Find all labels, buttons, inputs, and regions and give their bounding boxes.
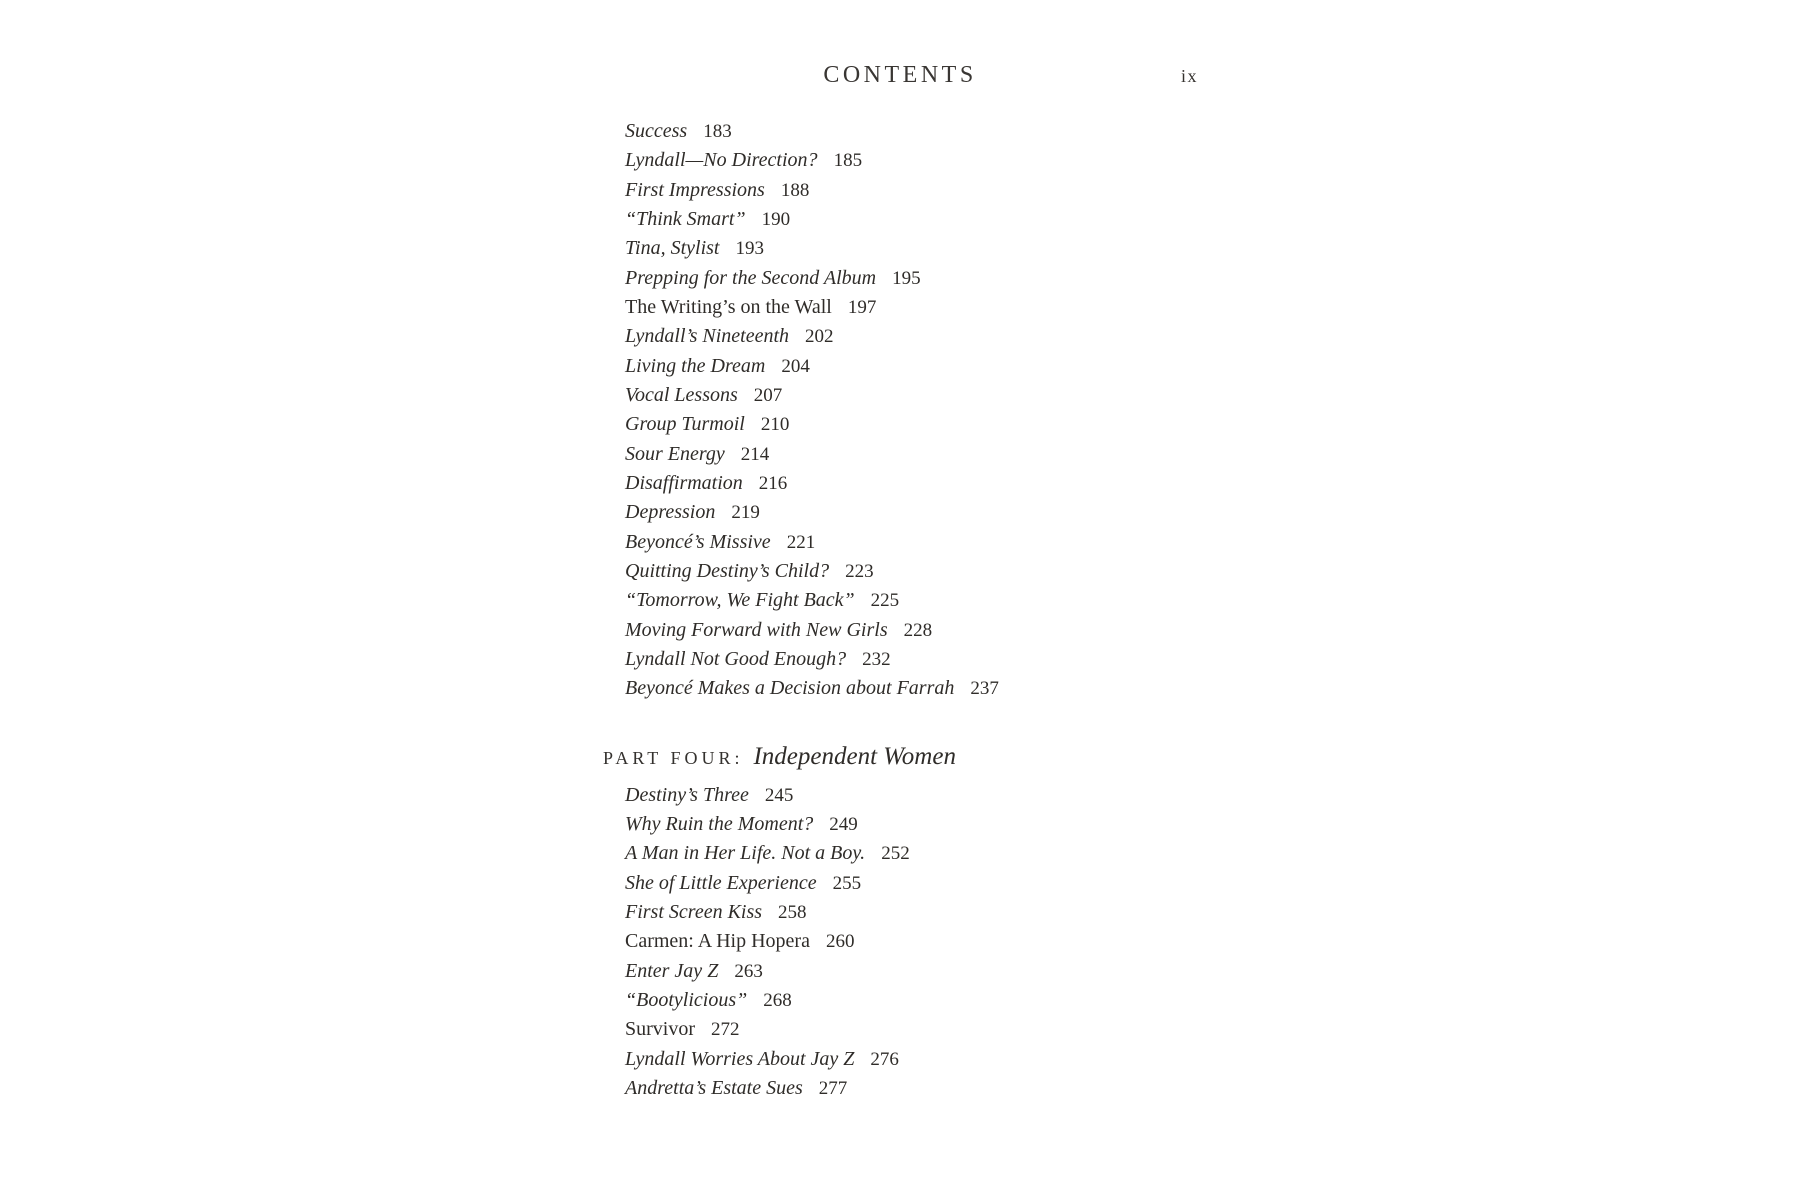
entry-page-number: 249	[829, 813, 858, 835]
entry-page-number: 221	[786, 531, 816, 553]
entry-title: Carmen: A Hip Hopera	[625, 930, 810, 953]
entry-page-number: 190	[761, 208, 791, 230]
toc-entry	[625, 869, 1303, 898]
entry-page-number: 258	[778, 901, 807, 923]
page-title: CONTENTS	[823, 62, 977, 88]
entry-page-number: 223	[845, 560, 874, 582]
toc-entry	[625, 616, 1303, 645]
entry-title: Lyndall’s Nineteenth	[625, 325, 790, 348]
toc-entry	[625, 293, 1303, 322]
entry-page-number: 210	[760, 414, 790, 436]
toc-entry	[625, 1045, 1303, 1074]
entry-title: Beyoncé Makes a Decision about Farrah	[625, 677, 955, 700]
entry-title: Why Ruin the Moment?	[625, 812, 814, 835]
toc-entry	[625, 264, 1303, 293]
entry-title: “Bootylicious”	[625, 988, 748, 1011]
entry-page-number: 219	[731, 502, 760, 524]
entry-title: Prepping for the Second Album	[625, 266, 877, 289]
entry-page-number: 214	[740, 443, 770, 465]
entry-page-number: 268	[763, 989, 792, 1011]
entry-title: Living the Dream	[625, 354, 766, 377]
toc-entry	[625, 674, 1303, 703]
entry-page-number: 225	[870, 590, 900, 612]
toc-entry	[625, 498, 1303, 527]
toc-entry	[625, 957, 1303, 986]
entry-title: Moving Forward with New Girls	[625, 618, 888, 641]
entry-title: Enter Jay Z	[625, 959, 719, 982]
part-title: Independent Women	[753, 742, 956, 770]
entry-page-number: 216	[758, 472, 788, 494]
toc-entry	[625, 557, 1303, 586]
toc-entry	[625, 986, 1303, 1015]
entry-title: Beyoncé’s Missive	[625, 530, 771, 553]
entry-title: Lyndall—No Direction?	[625, 149, 818, 172]
toc-entry	[625, 586, 1303, 615]
entry-title: The Writing’s on the Wall	[625, 295, 832, 318]
toc-entry	[625, 410, 1303, 439]
entry-title: Sour Energy	[625, 442, 725, 465]
entry-page-number: 232	[862, 648, 891, 670]
part-label: PART FOUR:	[603, 747, 744, 768]
entry-title: “Think Smart”	[625, 207, 746, 230]
toc-entry	[625, 810, 1303, 839]
entry-page-number: 197	[847, 296, 877, 318]
entry-title: “Tomorrow, We Fight Back”	[625, 589, 855, 612]
toc-section	[603, 738, 1303, 1104]
entry-page-number: 188	[780, 179, 810, 201]
entry-page-number: 195	[892, 267, 921, 289]
entry-title: First Impressions	[625, 178, 765, 201]
entry-title: Vocal Lessons	[625, 383, 738, 406]
folio-page-number: ix	[1181, 66, 1199, 86]
toc-entry	[625, 528, 1303, 557]
entry-page-number: 207	[753, 384, 783, 406]
toc-entry	[625, 176, 1303, 205]
entry-page-number: 193	[735, 238, 764, 260]
part-heading	[603, 738, 1303, 779]
entry-title: Group Turmoil	[625, 413, 745, 436]
toc-entry	[625, 1074, 1303, 1103]
entry-title: Quitting Destiny’s Child?	[625, 559, 830, 582]
toc-entry	[625, 781, 1303, 810]
toc-entry	[625, 469, 1303, 498]
entry-title: Lyndall Worries About Jay Z	[625, 1047, 855, 1070]
toc-entry	[625, 1015, 1303, 1044]
toc-entry	[625, 381, 1303, 410]
toc-entry	[625, 234, 1303, 263]
entry-page-number: 185	[833, 150, 863, 172]
entry-page-number: 202	[805, 326, 834, 348]
toc-entry	[625, 117, 1303, 146]
entry-page-number: 276	[870, 1048, 899, 1070]
entry-title: Andretta’s Estate Sues	[625, 1076, 803, 1099]
entry-page-number: 228	[903, 619, 933, 641]
entry-title: Depression	[625, 501, 716, 524]
entry-title: Tina, Stylist	[625, 237, 720, 260]
toc-entry	[625, 898, 1303, 927]
entry-page-number: 237	[970, 678, 999, 700]
entry-page-number: 277	[818, 1077, 848, 1099]
entry-page-number: 260	[825, 931, 855, 953]
toc-entry	[625, 927, 1303, 956]
entry-page-number: 263	[734, 960, 763, 982]
toc-entry	[625, 440, 1303, 469]
toc-entry	[625, 645, 1303, 674]
entry-title: Disaffirmation	[625, 471, 743, 494]
entry-list	[625, 781, 1303, 1104]
entry-title: Success	[625, 120, 688, 142]
entry-title: She of Little Experience	[625, 871, 817, 894]
entry-title: Survivor	[625, 1018, 695, 1041]
entry-title: Lyndall Not Good Enough?	[625, 647, 847, 670]
entry-title: First Screen Kiss	[625, 900, 763, 923]
entry-title: Destiny’s Three	[625, 783, 749, 806]
entry-page-number: 183	[703, 121, 732, 142]
entry-title: A Man in Her Life. Not a Boy.	[625, 842, 866, 865]
entry-page-number: 255	[832, 872, 862, 894]
entry-page-number: 204	[781, 355, 810, 377]
entry-page-number: 245	[764, 784, 794, 806]
toc-entry	[625, 839, 1303, 868]
toc-entry	[625, 352, 1303, 381]
table-of-contents	[603, 117, 1303, 1103]
entry-page-number: 252	[881, 843, 910, 865]
entry-list	[625, 117, 1303, 704]
toc-section	[603, 117, 1303, 704]
entry-page-number: 272	[711, 1019, 740, 1041]
toc-entry	[625, 322, 1303, 351]
toc-entry	[625, 146, 1303, 175]
toc-entry	[625, 205, 1303, 234]
